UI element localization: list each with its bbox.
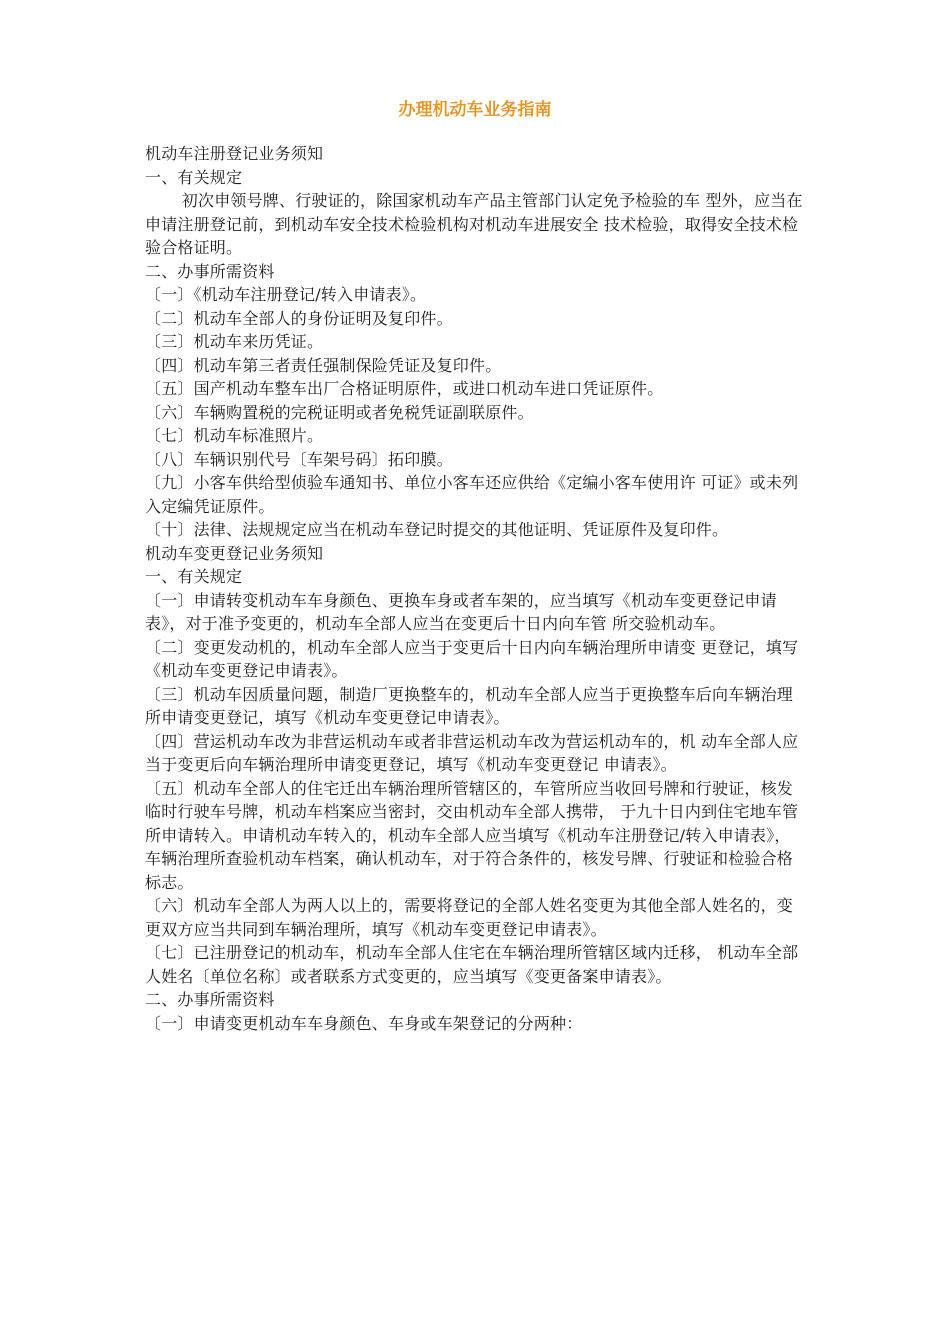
subsection-heading: 一、有关规定 — [145, 567, 243, 586]
document-body — [145, 142, 805, 1035]
list-item: 〔三〕机动车来历凭证。 — [145, 332, 324, 351]
list-item: 〔二〕机动车全部人的身份证明及复印件。 — [145, 308, 453, 328]
list-item: 〔六〕车辆购置税的完税证明或者免税凭证副联原件。 — [145, 402, 534, 422]
list-item: 〔三〕机动车因质量问题，制造厂更换整车的，机动车全部人应当于更换整车后向车辆治理所申请变更登记，填写《机动车变更登记申请表》。 — [145, 684, 794, 727]
list-item: 〔九〕小客车供给型侦验车通知书、单位小客车还应供给《定编小客车使用许 可证》或未列入定编凭证原件。 — [145, 473, 799, 516]
list-item: 〔一〕申请转变机动车车身颜色、更换车身或者车架的，应当填写《机动车变更登记申请表》，对于准予变更的，机动车全部人应当在变更后十日内向车管 所交验机动车。 — [145, 590, 777, 633]
list-item: 〔六〕机动车全部人为两人以上的，需要将登记的全部人姓名变更为其他全部人姓名的，变更双方应当共同到车辆治理所，填写《机动车变更登记申请表》。 — [145, 896, 794, 939]
subsection-heading: 二、办事所需资料 — [145, 261, 275, 281]
list-item: 〔四〕营运机动车改为非营运机动车或者非营运机动车改为营运机动车的，机 动车全部人应当于变更后向车辆治理所申请变更登记，填写《机动车变更登记 申请表》。 — [145, 731, 799, 774]
paragraph: 初次申领号牌、行驶证的，除国家机动车产品主管部门认定免予检验的车 型外，应当在申请注册登记前，到机动车安全技术检验机构对机动车进展安全 技术检验，取得安全技术检验合格证明。 — [145, 191, 803, 257]
section-heading: 机动车变更登记业务须知 — [145, 543, 324, 563]
list-item: 〔五〕国产机动车整车出厂合格证明原件，或进口机动车进口凭证原件。 — [145, 379, 664, 398]
list-item: 〔八〕车辆识别代号〔车架号码〕拓印膜。 — [145, 449, 453, 469]
list-item: 〔五〕机动车全部人的住宅迁出车辆治理所管辖区的，车管所应当收回号牌和行驶证，核发临时行驶车号牌，机动车档案应当密封，交由机动车全部人携带， 于九十日内到住宅地车管所申请转入。申请机动车转入的，机动车全部人应当填写《机动车注册登记/转入申请表》，车辆治理所查验机动车档案，确认机动车，对于符合条件的，核发号牌、行驶证和检验合格标志。 — [145, 778, 799, 892]
document-title: 办理机动车业务指南 — [398, 100, 552, 120]
list-item: 〔十〕法律、法规规定应当在机动车登记时提交的其他证明、凭证原件及复印件。 — [145, 520, 729, 539]
list-item: 〔七〕机动车标准照片。 — [145, 426, 324, 445]
list-item: 〔二〕变更发动机的，机动车全部人应当于变更后十日内向车辆治理所申请变 更登记，填写《机动车变更登记申请表》。 — [145, 637, 799, 680]
list-item: 〔一〕申请变更机动车车身颜色、车身或车架登记的分两种： — [145, 1013, 583, 1033]
subsection-heading: 一、有关规定 — [145, 167, 243, 187]
section-heading: 机动车注册登记业务须知 — [145, 144, 324, 163]
subsection-heading: 二、办事所需资料 — [145, 990, 275, 1009]
list-item: 〔一〕《机动车注册登记/转入申请表》。 — [145, 285, 427, 304]
list-item: 〔四〕机动车第三者责任强制保险凭证及复印件。 — [145, 355, 502, 375]
list-item: 〔七〕已注册登记的机动车，机动车全部人住宅在车辆治理所管辖区域内迁移， 机动车全部人姓名〔单位名称〕或者联系方式变更的，应当填写《变更备案申请表》。 — [145, 943, 799, 986]
